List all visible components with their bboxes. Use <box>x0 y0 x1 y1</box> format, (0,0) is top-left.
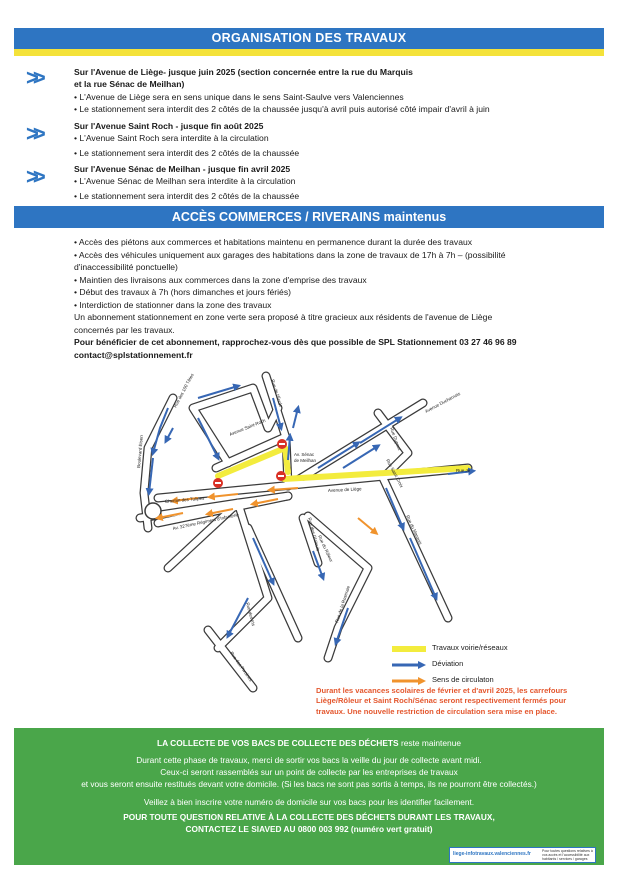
section-bullet: • Le stationnement sera interdit des 2 côtés de la chaussée jusqu'à avril puis autorisé côté impair d'avril à juin <box>74 104 490 115</box>
access-line: Un abonnement stationnement en zone verte sera proposé à titre gracieux aux résidents de l'avenue de Liège <box>74 312 493 322</box>
access-line: • Maintien des livraisons aux commerces dans la zone d'emprise des travaux <box>74 274 367 285</box>
section-title: Sur l'Avenue Saint Roch - jusque fin août 2025 <box>74 121 264 131</box>
roundabout <box>145 503 161 519</box>
legend-item-deviation <box>392 659 592 671</box>
header-title: ACCÈS COMMERCES / RIVERAINS <box>171 210 381 224</box>
chevron-right-icon: >> <box>26 65 40 90</box>
access-info <box>74 236 574 361</box>
works-section-liege <box>74 66 594 116</box>
access-line: • Accès des piétons aux commerces et habitations maintenu en permanence durant la durée des travaux <box>74 237 473 247</box>
legend-label: Travaux voirie/réseaux <box>432 643 508 652</box>
section-title: Sur l'Avenue de Liège- jusque juin 2025 (section concernée entre la rue du Marquis <box>74 67 413 77</box>
access-line: d'inaccessibilité ponctuelle) <box>74 262 178 272</box>
header-suffix: maintenus <box>383 210 447 224</box>
label-boulevard-eisen: Boulevard Eisen <box>136 434 144 469</box>
label-senac-2: de Meilhan <box>294 458 317 463</box>
waste-title-main: LA COLLECTE DE VOS BACS DE COLLECTE DES DÉCHETS <box>156 738 399 748</box>
legend-label: Sens de circulaton <box>432 675 494 684</box>
section-title: Sur l'Avenue Sénac de Meilhan - jusque fin avril 2025 <box>74 164 291 174</box>
waste-text: et vous seront ensuite restitués devant votre domicile. (Si les bacs ne sont pas sortis à temps, ils ne pourront être collectés.) <box>81 779 537 789</box>
chevron-right-icon: >> <box>26 164 40 189</box>
access-line: • Début des travaux à 7h (hors dimanches et jours fériés) <box>74 287 292 297</box>
waste-contact-line1: POUR TOUTE QUESTION RELATIVE À LA COLLECTE DES DÉCHETS DURANT LES TRAVAUX, <box>123 812 495 822</box>
no-entry-icon <box>276 471 286 481</box>
label-rue-roleur: Rue du Rôleur <box>317 534 334 563</box>
siaved-phone: CONTACTEZ LE SIAVED AU 0800 003 992 <box>185 823 349 834</box>
waste-contact <box>14 812 604 835</box>
label-avenue-ducharnois: Avenue Ducharnois <box>424 391 462 414</box>
no-entry-icon <box>213 478 223 488</box>
legend-label: Déviation <box>432 659 464 668</box>
info-website-box[interactable] <box>449 847 596 863</box>
label-rue-dupont: Rue Dupont <box>389 426 402 451</box>
section-bullet: • Le stationnement sera interdit des 2 côtés de la chaussée <box>74 190 300 201</box>
header-title: ORGANISATION DES TRAVAUX <box>211 31 407 45</box>
waste-title <box>14 738 604 748</box>
label-avenue-saint-roch: Avenue Saint-Roch <box>228 417 267 437</box>
subscription-contact: Pour bénéficier de cet abonnement, rapprochez-vous dès que possible de SPL Stationnement 03 27 46 96 89 <box>74 337 517 347</box>
works-section-saint-roch <box>74 120 594 159</box>
section-bullet: • L'Avenue Sénac de Meilhan sera interdite à la circulation <box>74 176 296 187</box>
section-bullet: • L'Avenue Saint Roch sera interdite à la circulation <box>74 133 269 144</box>
info-website-note: Pour toutes questions relatives à vos accès et l'accessibilité aux habitants / services / garages <box>542 849 593 861</box>
legend-item-works <box>392 643 592 655</box>
label-chemin-tulipes: Chemin des Tulipes <box>164 495 205 504</box>
access-line: concernés par les travaux. <box>74 324 175 335</box>
works-section-senac <box>74 163 594 202</box>
waste-text: Ceux-ci seront rassemblés sur un point de collecte par les entreprises de travaux <box>160 767 458 777</box>
label-avenue-liege: Avenue de Liège <box>327 486 362 493</box>
legend-swatch-works <box>392 646 426 652</box>
label-rue-roseraie: Rue de la Roseraie <box>334 585 351 624</box>
waste-title-suffix: reste maintenue <box>398 738 462 748</box>
waste-contact-line2 <box>14 824 604 836</box>
section-header-access <box>14 206 604 228</box>
section-header-organisation <box>14 28 604 49</box>
label-rue-marquis: Rue du Marquis <box>405 514 424 546</box>
access-line: • Accès des véhicules uniquement aux garages des habitations dans la zone de travaux de 17h à 7h – (possibilité <box>74 249 506 260</box>
siaved-phone-note: (numéro vert gratuit) <box>348 823 433 834</box>
waste-text: Veillez à bien inscrire votre numéro de domicile sur vos bacs pour les identifier facilement. <box>143 797 475 807</box>
waste-text: Durant cette phase de travaux, merci de sortir vos bacs la veille du jour de collecte avant midi. <box>136 755 482 765</box>
section-title-cont: et la rue Sénac de Meilhan) <box>74 79 185 90</box>
subscription-email: contact@splstationnement.fr <box>74 349 193 360</box>
label-regiment: Av. 327ème Régiment d'Infanterie <box>172 512 240 531</box>
label-rue-pivoines: Rue des Pivoines <box>229 650 254 683</box>
label-rue-ecoles: Rue de l'École <box>270 378 284 408</box>
legend-arrow-traffic-icon <box>392 677 426 685</box>
label-rue-glaieuls: Rue des Glaïeuls <box>307 516 321 552</box>
label-rue-saint-croix: Rue Saint Croix <box>385 458 405 489</box>
label-rue-iris: Rue des Iris <box>245 601 257 627</box>
waste-collection-block <box>14 728 604 865</box>
chevron-right-icon: >> <box>26 121 40 146</box>
label-rue-je: Rue Je <box>456 468 471 473</box>
legend-arrow-deviation-icon <box>392 661 426 669</box>
closure-warning: Durant les vacances scolaires de février et d'avril 2025, les carrefours Liège/Rôleur et Saint Roch/Sénac seront respectivement fermés pour travaux. Une nouvelle restriction de circulation sera mise en place. <box>316 686 568 716</box>
info-website-link[interactable]: liege-infotravaux.valenciennes.fr <box>453 851 531 857</box>
section-bullet: • Le stationnement sera interdit des 2 côtés de la chaussée <box>74 147 300 158</box>
access-line: • Interdiction de stationner dans la zone des travaux <box>74 299 272 310</box>
label-senac-1: Av. Sénac <box>294 452 315 457</box>
section-bullet: • L'Avenue de Liège sera en sens unique dans le sens Saint-Saulve vers Valenciennes <box>74 91 404 102</box>
no-entry-icon <box>277 439 287 449</box>
label-rue-100-tetes: Rue des 100 Têtes <box>172 372 195 409</box>
header-accent-bar <box>14 49 604 56</box>
